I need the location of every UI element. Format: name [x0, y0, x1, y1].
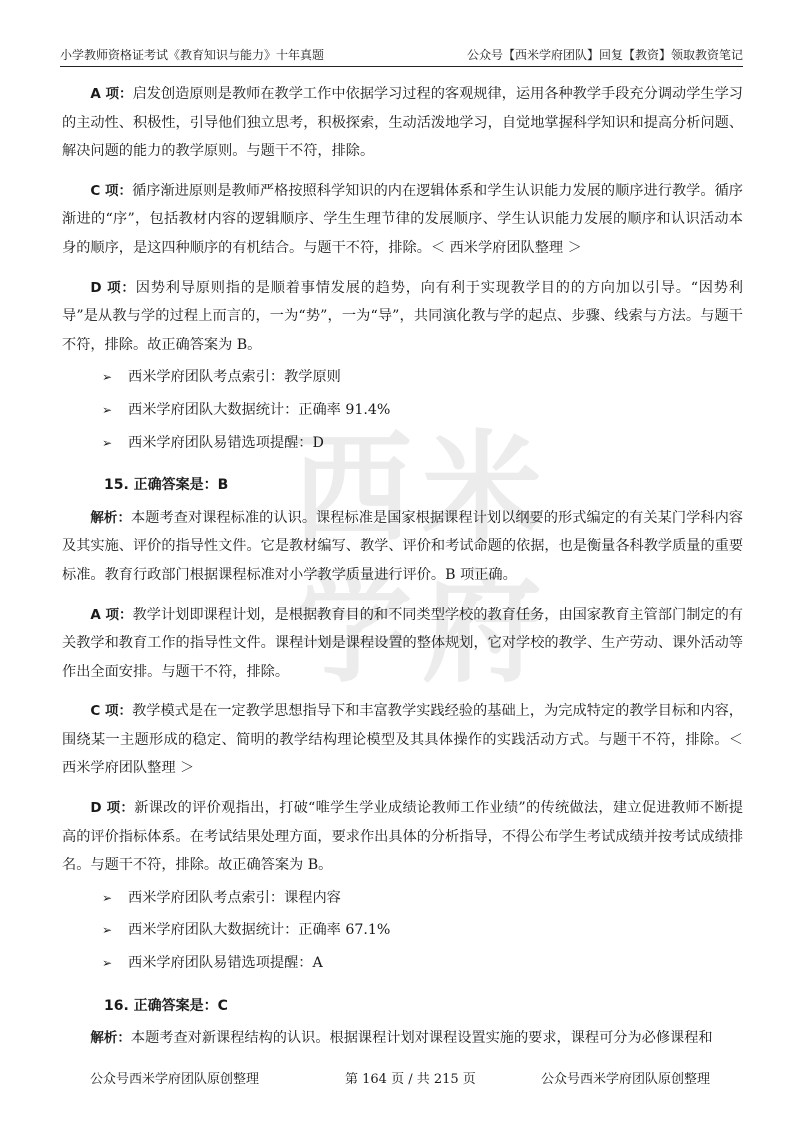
- watermark-char: 府: [422, 560, 548, 699]
- watermark-char: 学: [292, 560, 418, 699]
- arrow-bullet-icon: ➢: [102, 890, 113, 905]
- header-promo: 公众号【西米学府团队】回复【教资】领取教资笔记: [466, 48, 743, 62]
- watermark-char: 米: [422, 420, 548, 559]
- footer-left: 公众号西米学府团队原创整理: [90, 1072, 260, 1087]
- q14-option-d: D 项：因势利导原则指的是顺着事情发展的趋势，向有利于实现教学目的的方向加以引导。“因势利导”是从教与学的过程上而言的，一为“势”，一为“导”，共同演化教与学的起点、步骤、线索与方法。与题干不符，排除。故正确答案为 B。: [62, 279, 743, 353]
- q15-bullet-stats: ➢ 西米学府团队大数据统计：正确率 67.1%: [62, 916, 743, 945]
- q14-option-c: C 项：循序渐进原则是教师严格按照科学知识的内在逻辑体系和学生认识能力发展的顺序进行教学。循序渐进的“序”，包括教材内容的逻辑顺序、学生生理节律的发展顺序、学生认识能力发展的顺序和认识活动本身的顺序，是这四种顺序的有机结合。与题干不符，排除。＜ 西米学府团队整理 ＞: [62, 182, 743, 256]
- q15-answer: 15. 正确答案是：B: [104, 477, 229, 494]
- q14-option-a: A 项：启发创造原则是教师在教学工作中依据学习过程的客观规律，运用各种教学手段充分调动学生学习的主动性、积极性，引导他们独立思考，积极探索，生动活泼地学习，自觉地掌握科学知识和提高分析问题、解决问题的能力的教学原则。与题干不符，排除。: [62, 86, 744, 160]
- arrow-bullet-icon: ➢: [102, 923, 113, 938]
- page-number: 第 164 页 / 共 215 页: [345, 1072, 476, 1087]
- page-header: [60, 44, 743, 67]
- page-content: [62, 80, 743, 1053]
- q15-bullet-index: ➢ 西米学府团队考点索引：课程内容: [62, 884, 743, 913]
- arrow-bullet-icon: ➢: [102, 402, 113, 417]
- q15-analysis: 解析：本题考查对课程标准的认识。课程标准是国家根据课程计划以纲要的形式编定的有关某门学科内容及其实施、评价的指导性文件。它是教材编写、教学、评价和考试命题的依据，也是衡量各科教学质量的重要标准。教育行政部门根据课程标准对小学教学质量进行评价。B 项正确。: [62, 509, 744, 583]
- q15-bullet-error: ➢ 西米学府团队易错选项提醒：A: [62, 949, 743, 978]
- footer-right: 公众号西米学府团队原创整理: [540, 1072, 710, 1087]
- arrow-bullet-icon: ➢: [102, 435, 113, 450]
- q16-analysis: 解析：本题考查对新课程结构的认识。根据课程计划对课程设置实施的要求，课程可分为必修课程和: [90, 1030, 713, 1047]
- q15-option-d: D 项：新课改的评价观指出，打破“唯学生学业成绩论教师工作业绩”的传统做法，建立促进教师不断提高的评价指标体系。在考试结果处理方面，要求作出具体的分析指导，不得公布学生考试成绩并按考试成绩排名。与题干不符，排除。故正确答案为 B。: [62, 800, 744, 874]
- q15-option-a: A 项：教学计划即课程计划，是根据教育目的和不同类型学校的教育任务，由国家教育主管部门制定的有关教学和教育工作的指导性文件。课程计划是课程设置的整体规划，它对学校的教学、生产劳动、课外活动等作出全面安排。与题干不符，排除。: [62, 606, 744, 680]
- q14-bullet-error: ➢ 西米学府团队易错选项提醒：D: [62, 429, 743, 458]
- q14-bullet-stats: ➢ 西米学府团队大数据统计：正确率 91.4%: [62, 396, 743, 425]
- arrow-bullet-icon: ➢: [102, 956, 113, 971]
- q16-answer: 16. 正确答案是：C: [104, 997, 228, 1014]
- header-title: 小学教师资格证考试《教育知识与能力》十年真题: [60, 48, 325, 62]
- q14-bullet-index: ➢ 西米学府团队考点索引：教学原则: [62, 363, 743, 392]
- watermark-char: 西: [292, 420, 418, 559]
- arrow-bullet-icon: ➢: [102, 370, 113, 385]
- q15-option-c: C 项：教学模式是在一定教学思想指导下和丰富教学实践经验的基础上，为完成特定的教学目标和内容，围绕某一主题形成的稳定、简明的教学结构理论模型及其具体操作的实践活动方式。与题干不符，排除。＜ 西米学府团队整理 ＞: [62, 703, 743, 777]
